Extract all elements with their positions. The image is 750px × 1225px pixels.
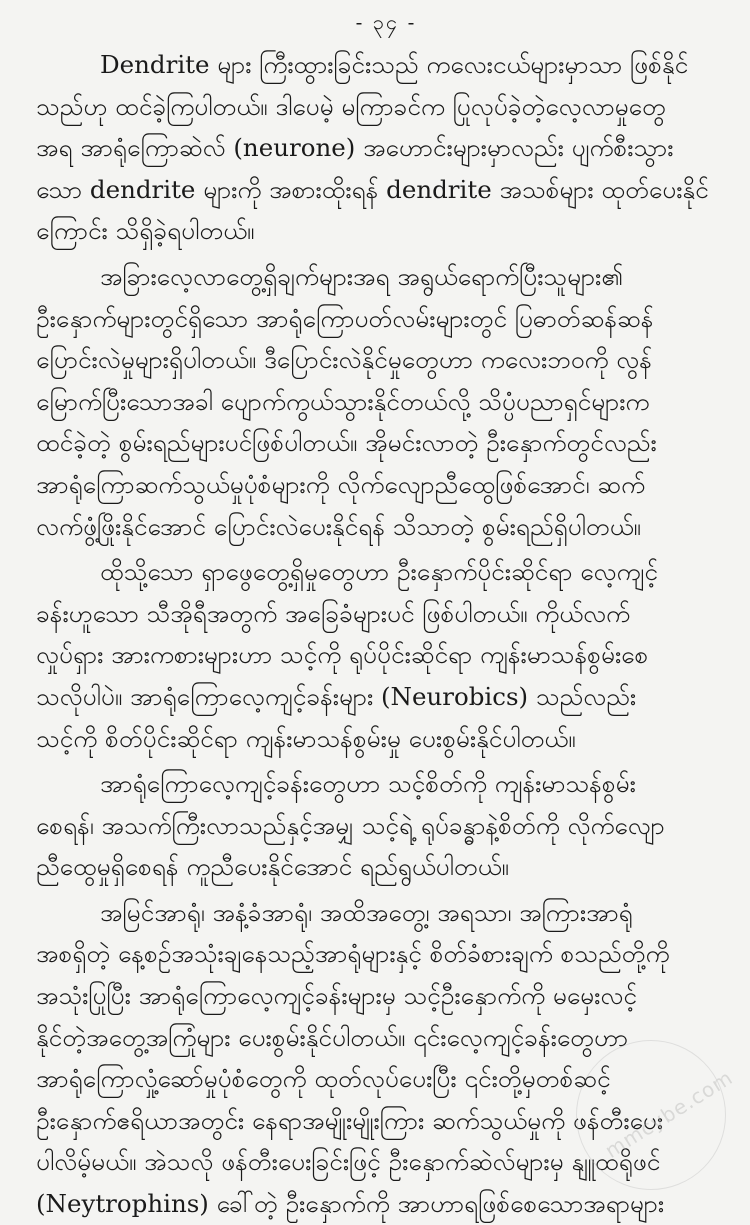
paragraph <box>36 551 736 759</box>
text-line: ပါလိမ့်မယ်။ အဲသလို ဖန်တီးပေးခြင်းဖြင့် ဦးနှောက်ဆဲလ်များမှ နျူထရိုဖင် <box>36 1147 661 1177</box>
text-line: လက်ဖွံ့ဖြိုးနိုင်အောင် ပြောင်းလဲပေးနိုင်ရန် သိသာတဲ့ စွမ်းရည်ရှိပါတယ်။ <box>36 511 641 541</box>
text-line: အရ အာရုံကြောဆဲလ် (neurone) အဟောင်းများမှာလည်း ပျက်စီးသွား <box>36 133 674 163</box>
text-line: အာရုံကြောလှုံ့ဆော်မှုပုံစံတွေကို ထုတ်လုပ်ပေးပြီး ၎င်းတို့မှတစ်ဆင့် <box>36 1064 611 1094</box>
text-line: (Neytrophins) ခေါ်တဲ့ ဦးနှောက်ကို အာဟာရဖြစ်စေသောအရာများ <box>36 1189 665 1219</box>
paragraph <box>36 763 736 888</box>
paragraph <box>36 256 736 547</box>
text-line: ညီထွေမှုရှိစေရန် ကူညီပေးနိုင်အောင် ရည်ရွယ်ပါတယ်။ <box>36 852 509 882</box>
text-line: အသုံးပြုပြီး အာရုံကြောလေ့ကျင့်ခန်းများမှ သင့်ဦးနှောက်ကို မမှေးလင့် <box>36 981 637 1011</box>
text-line: အခြားလေ့လာတွေ့ရှိချက်များအရ အရွယ်ရောက်ပြီးသူများ၏ <box>100 261 624 291</box>
text-line: အစရှိတဲ့ နေ့စဉ်အသုံးချနေသည့်အာရုံများနှင့် စိတ်ခံစားချက် စသည်တို့ကို <box>36 939 670 969</box>
text-line: သင့်ကို စိတ်ပိုင်းဆိုင်ရာ ကျန်းမာသန်စွမ်းမှု ပေးစွမ်းနိုင်ပါတယ်။ <box>36 723 576 753</box>
text-line: အာရုံကြောဆက်သွယ်မှုပုံစံများကို လိုက်လျောညီထွေဖြစ်အောင်၊ ဆက် <box>36 469 645 499</box>
text-line: သော dendrite များကို အစားထိုးရန် dendrite အသစ်များ ထုတ်ပေးနိုင် <box>36 174 709 204</box>
text-line: ဦးနှောက်များတွင်ရှိသော အာရုံကြောပတ်လမ်းများတွင် ပြဓာတ်ဆန်ဆန် <box>36 303 654 333</box>
watermark-text: mmcybe.com <box>600 1065 738 1163</box>
text-line: ပြောင်းလဲမှုများရှိပါတယ်။ ဒီပြောင်းလဲနိုင်မှုတွေဟာ ကလေးဘဝကို လွန် <box>36 345 652 375</box>
text-line: လှုပ်ရှား အားကစားများဟာ သင့်ကို ရုပ်ပိုင်းဆိုင်ရာ ကျန်းမာသန်စွမ်းစေ <box>36 640 649 670</box>
text-line: ဦးနှောက်ဧရိယာအတွင်း နေရာအမျိုးမျိုးကြား ဆက်သွယ်မှုကို ဖန်တီးပေး <box>36 1105 664 1135</box>
paragraph <box>36 44 736 252</box>
text-line: စေရန်၊ အသက်ကြီးလာသည်နှင့်အမျှ သင့်ရဲ့ ရုပ်ခန္ဓာနဲ့စိတ်ကို လိုက်လျော <box>36 810 665 840</box>
text-line: အာရုံကြောလေ့ကျင့်ခန်းတွေဟာ သင့်စိတ်ကို ကျန်းမာသန်စွမ်း <box>100 769 636 799</box>
text-line: သလိုပါပဲ။ အာရုံကြောလေ့ကျင့်ခန်းများ (Neurobics) သည်လည်း <box>36 681 637 711</box>
page-number: - ၃၄ - <box>355 10 417 34</box>
text-line: ခန်းဟူသော သီအိုရီအတွက် အခြေခံများပင် ဖြစ်ပါတယ်။ ကိုယ်လက် <box>36 598 631 628</box>
watermark <box>576 1040 738 1190</box>
text-line: နိုင်တဲ့အတွေ့အကြုံများ ပေးစွမ်းနိုင်ပါတယ်။ ၎င်းလေ့ကျင့်ခန်းတွေဟာ <box>36 1022 629 1052</box>
text-line: ထိုသို့သော ရှာဖွေတွေ့ရှိမှုတွေဟာ ဦးနှောက်ပိုင်းဆိုင်ရာ လေ့ကျင့် <box>100 557 658 587</box>
text-line: မြောက်ပြီးသောအခါ ပျောက်ကွယ်သွားနိုင်တယ်လို့ သိပ္ပံပညာရှင်များက <box>36 386 650 416</box>
text-line: ကြောင်း သိရှိခဲ့ရပါတယ်။ <box>36 216 255 246</box>
text-line: Dendrite များ ကြီးထွားခြင်းသည် ကလေးငယ်များမှာသာ ဖြစ်နိုင် <box>100 50 689 79</box>
text-line: ထင်ခဲ့တဲ့ စွမ်းရည်များပင်ဖြစ်ပါတယ်။ အိုမင်းလာတဲ့ ဦးနှောက်တွင်လည်း <box>36 428 657 458</box>
text-line: အမြင်အာရုံ၊ အနံ့ခံအာရုံ၊ အထိအတွေ့၊ အရသာ၊ အကြားအာရုံ <box>100 897 633 927</box>
text-line: သည်ဟု ထင်ခဲ့ကြပါတယ်။ ဒါပေမဲ့ မကြာခင်က ပြုလုပ်ခဲ့တဲ့လေ့လာမှုတွေ <box>36 91 666 121</box>
